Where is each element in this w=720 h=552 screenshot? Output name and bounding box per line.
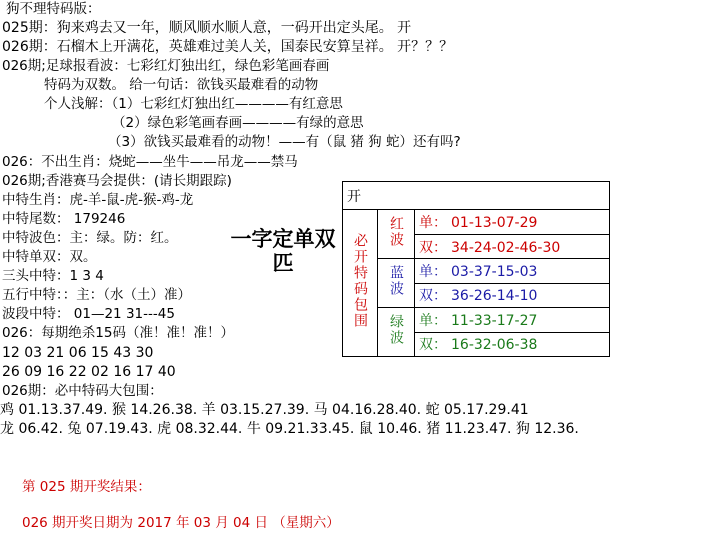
table-side-label bbox=[343, 210, 378, 357]
line-football-report: 026期;足球报看波：七彩红灯独出红，绿色彩笔画春画 bbox=[2, 58, 330, 74]
line-tail-numbers: 中特尾数： 179246 bbox=[2, 211, 126, 227]
green-wave-text: 绿波 bbox=[388, 314, 404, 347]
line-five-elements: 五行中特：：主：（水（土）准） bbox=[2, 287, 191, 303]
blue-shuang-label: 双： bbox=[419, 288, 447, 305]
line-kill-15: 026：每期绝杀15码（准！准！准！） bbox=[2, 325, 234, 341]
red-dan-label: 单： bbox=[419, 215, 447, 232]
green-dan-numbers: 11-33-17-27 bbox=[451, 312, 538, 329]
blue-dan-row bbox=[415, 259, 610, 283]
red-wave-label bbox=[378, 210, 415, 259]
line-no-zodiac: 026：不出生肖：烧蛇——坐牛——吊龙——禁马 bbox=[2, 154, 298, 170]
blue-wave-label bbox=[378, 259, 415, 308]
encircle-table bbox=[342, 181, 610, 357]
line-encircle-title: 026期：必中特码大包围： bbox=[2, 383, 163, 399]
line-encircle-2: 龙 06.42. 兔 07.19.43. 虎 08.32.44. 牛 09.21.33.45. 鼠 10.46. 猪 11.23.47. 狗 12.36. bbox=[0, 421, 579, 437]
red-shuang-row bbox=[415, 234, 610, 258]
side-label-text: 必开特码包围 bbox=[352, 233, 368, 330]
line-kill-numbers-1: 12 03 21 06 15 43 30 bbox=[2, 345, 154, 361]
red-shuang-label: 双： bbox=[419, 239, 447, 256]
line-explain-2: （2）绿色彩笔画春画————有绿的意思 bbox=[112, 115, 364, 131]
line-zodiac: 中特生肖：虎-羊-鼠-虎-猴-鸡-龙 bbox=[2, 192, 194, 208]
green-shuang-row bbox=[415, 332, 610, 356]
green-shuang-numbers: 16-32-06-38 bbox=[451, 337, 538, 354]
big-title-odd-even: 一字定单双匹 bbox=[230, 227, 336, 275]
blue-dan-label: 单： bbox=[419, 264, 447, 280]
blue-shuang-row bbox=[415, 283, 610, 307]
green-dan-label: 单： bbox=[419, 312, 447, 329]
red-dan-numbers: 01-13-07-29 bbox=[451, 215, 538, 232]
line-odd-even: 中特单双：双。 bbox=[2, 249, 97, 265]
green-wave-label bbox=[378, 308, 415, 357]
blue-wave-text: 蓝波 bbox=[388, 265, 404, 298]
line-wave-color: 中特波色：主：绿。防：红。 bbox=[2, 230, 178, 246]
red-shuang-numbers: 34-24-02-46-30 bbox=[451, 239, 561, 256]
line-jockey-club: 026期;香港赛马会提供：(请长期跟踪) bbox=[2, 173, 232, 189]
line-kill-numbers-2: 26 09 16 22 02 16 17 40 bbox=[2, 364, 176, 380]
draw-date-026: 026 期开奖日期为 2017 年 03 月 04 日 （星期六） bbox=[22, 515, 340, 531]
green-dan-row bbox=[415, 308, 610, 332]
line-tip: 特码为双数。 给一句话：欲钱买最难看的动物 bbox=[44, 77, 319, 93]
red-wave-text: 红波 bbox=[388, 216, 404, 249]
blue-dan-numbers: 03-37-15-03 bbox=[451, 264, 538, 280]
line-explain-1: 个人浅解：（1）七彩红灯独出红————有红意思 bbox=[44, 96, 343, 112]
line-wave-range: 波段中特： 01—21 31---45 bbox=[2, 306, 175, 322]
table-header: 开 bbox=[343, 182, 610, 210]
line-explain-3: （3）欲钱买最难看的动物！——有（鼠 猪 狗 蛇）还有吗? bbox=[108, 134, 461, 150]
line-encircle-1: 鸡 01.13.37.49. 猴 14.26.38. 羊 03.15.27.39. 马 04.16.28.40. 蛇 05.17.29.41 bbox=[0, 402, 529, 418]
result-025-title: 第 025 期开奖结果： bbox=[22, 479, 151, 495]
green-shuang-label: 双： bbox=[419, 337, 447, 354]
red-dan-row bbox=[415, 210, 610, 234]
line-026-verse: 026期：石榴木上开满花，英雄难过美人关，国泰民安算呈祥。 开？？？ bbox=[2, 39, 454, 55]
line-025-verse: 025期：狗来鸡去又一年，顺风顺水顺人意，一码开出定头尾。 开 bbox=[2, 20, 412, 36]
blue-shuang-numbers: 36-26-14-10 bbox=[451, 288, 538, 305]
line-three-heads: 三头中特：1 3 4 bbox=[2, 268, 104, 284]
doc-title: 狗不理特码版： bbox=[6, 1, 101, 17]
